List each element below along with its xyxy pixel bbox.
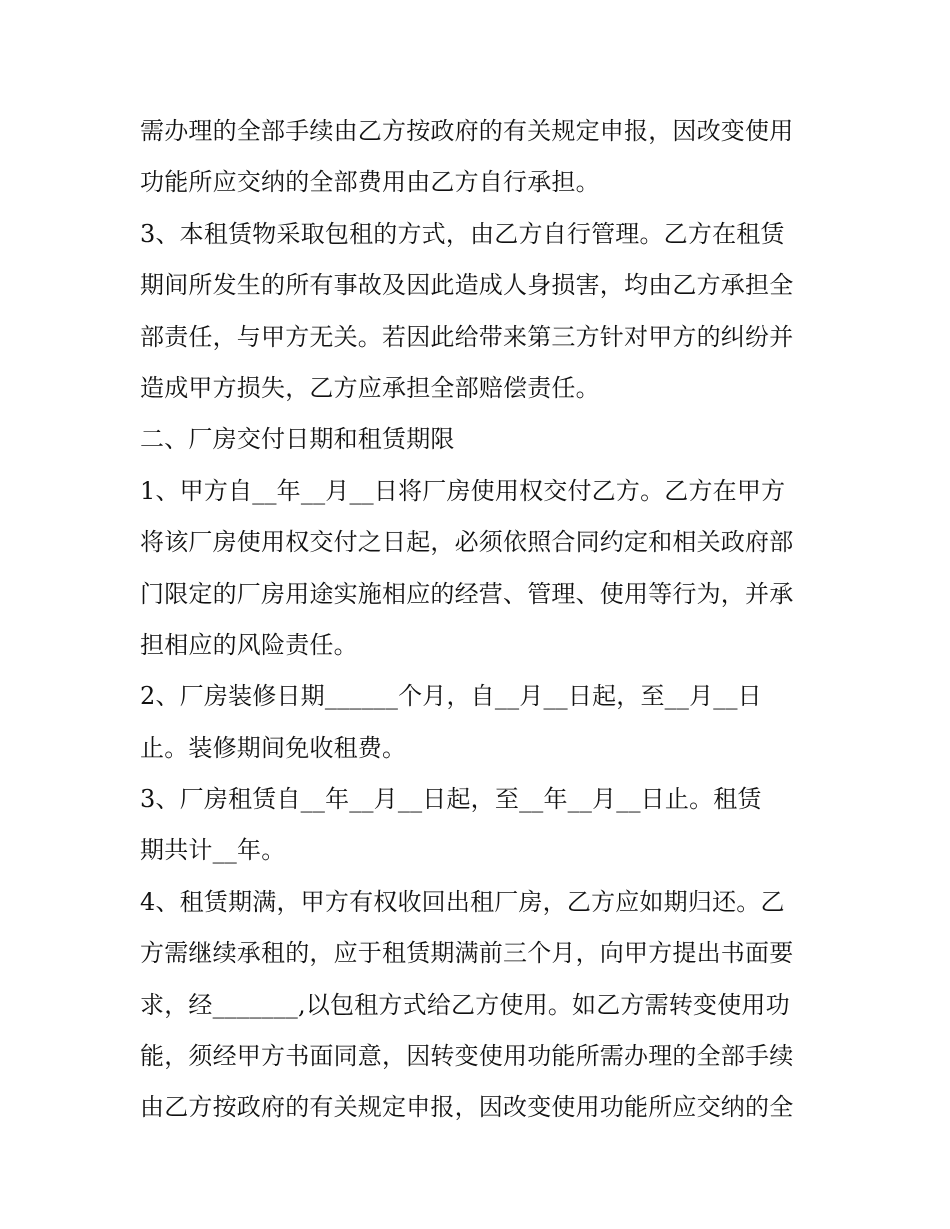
text-line: 方需继续承租的，应于租赁期满前三个月，向甲方提出书面要: [140, 939, 794, 968]
contract-text-block: [140, 106, 820, 1134]
text-line: 1、甲方自__年__月__日将厂房使用权交付乙方。乙方在甲方: [140, 476, 786, 505]
text-line: 期间所发生的所有事故及因此造成人身损害，均由乙方承担全: [140, 271, 794, 300]
text-line: 功能所应交纳的全部费用由乙方自行承担。: [140, 168, 600, 197]
text-line: 部责任，与甲方无关。若因此给带来第三方针对甲方的纠纷并: [140, 322, 794, 351]
text-line: 4、租赁期满，甲方有权收回出租厂房，乙方应如期归还。乙: [140, 887, 785, 916]
text-line: 3、厂房租赁自__年__月__日起，至__年__月__日止。租赁: [140, 785, 762, 814]
text-line: 止。装修期间免收租费。: [140, 733, 407, 762]
text-line: 担相应的风险责任。: [140, 630, 358, 659]
text-line: 造成甲方损失，乙方应承担全部赔偿责任。: [140, 373, 600, 402]
text-line: 2、厂房装修日期______个月，自__月__日起，至__月__日: [140, 682, 762, 711]
text-line: 由乙方按政府的有关规定申报，因改变使用功能所应交纳的全: [140, 1093, 794, 1122]
text-line: 需办理的全部手续由乙方按政府的有关规定申报，因改变使用: [140, 117, 794, 145]
text-line: 3、本租赁物采取包租的方式，由乙方自行管理。乙方在租赁: [140, 219, 785, 248]
text-line: 将该厂房使用权交付之日起，必须依照合同约定和相关政府部: [140, 528, 794, 557]
text-line: 门限定的厂房用途实施相应的经营、管理、使用等行为，并承: [140, 579, 794, 608]
text-line: 求，经_______,以包租方式给乙方使用。如乙方需转变使用功: [140, 990, 790, 1019]
section-heading: 二、厂房交付日期和租赁期限: [140, 425, 455, 454]
text-line: 能，须经甲方书面同意，因转变使用功能所需办理的全部手续: [140, 1042, 794, 1071]
text-line: 期共计__年。: [140, 836, 286, 865]
